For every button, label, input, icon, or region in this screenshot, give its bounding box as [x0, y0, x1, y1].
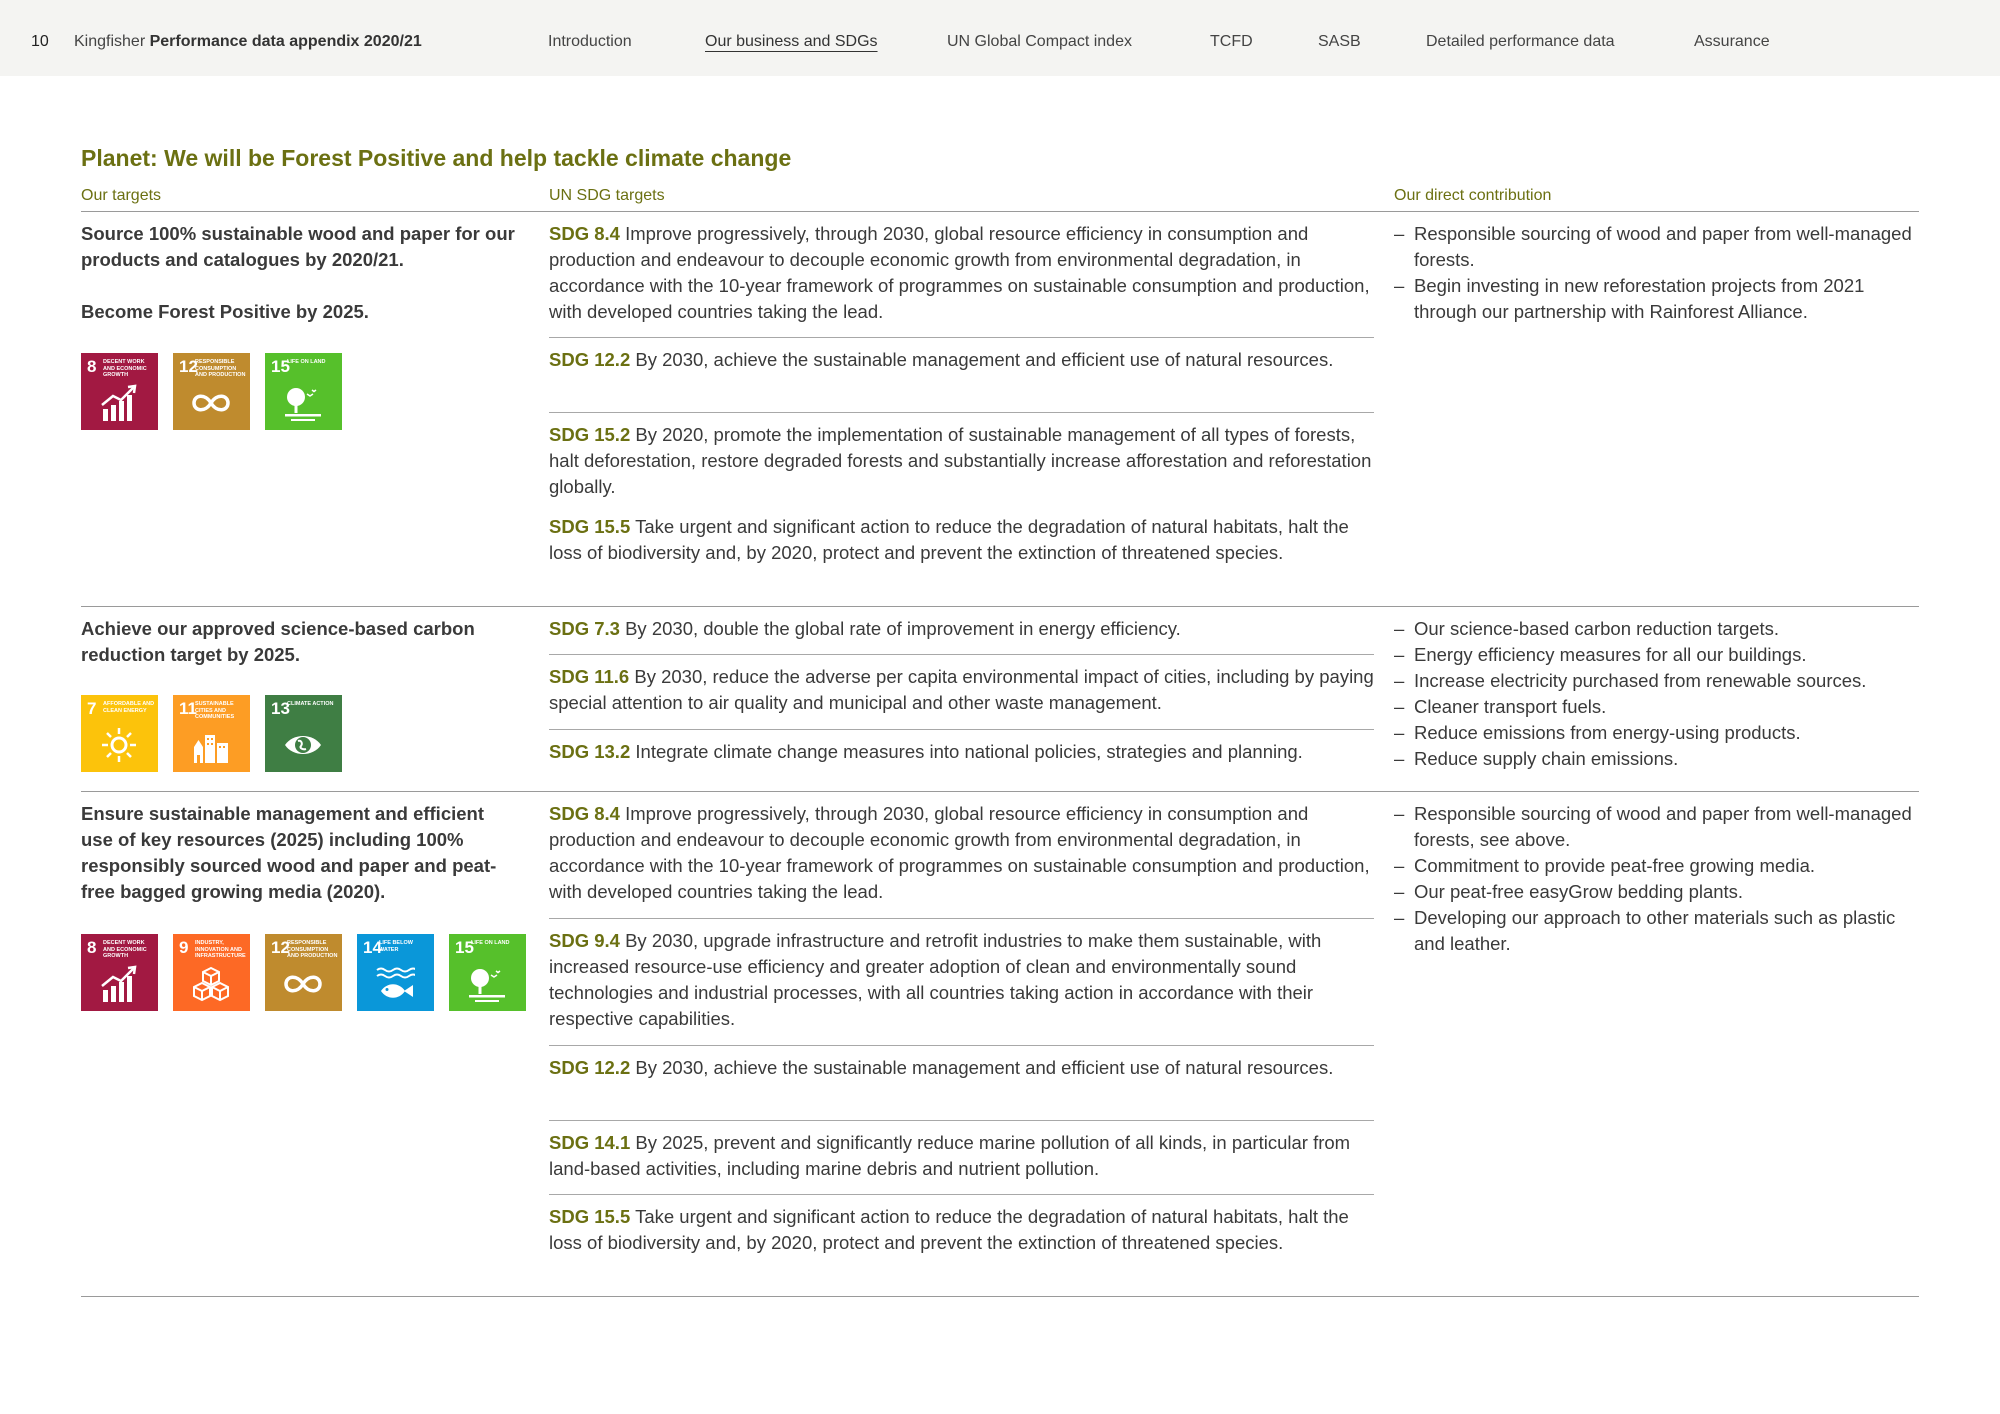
sdg-description: Take urgent and significant action to reduce the degradation of natural habitats, halt the loss of biodiversity and, by 2020, protect and prevent the extinction of threatened species.	[549, 1206, 1349, 1253]
sdg-code: SDG 7.3	[549, 618, 620, 639]
sdg-code: SDG 8.4	[549, 223, 620, 244]
sdg-divider	[549, 729, 1374, 730]
sdg-11-city-icon: 11 SUSTAINABLE CITIES AND COMMUNITIES	[173, 695, 250, 772]
sdg-divider	[549, 412, 1374, 413]
sdg-8-growth-chart-icon: 8 DECENT WORK AND ECONOMIC GROWTH	[81, 934, 158, 1011]
sdg-code: SDG 11.6	[549, 666, 630, 687]
sdg-code: SDG 12.2	[549, 349, 631, 370]
header-divider	[81, 211, 1919, 212]
document-name: Performance data appendix 2020/21	[149, 33, 422, 50]
sdg-15-tree-icon: 15 LIFE ON LAND	[449, 934, 526, 1011]
nav-detailed-performance-data[interactable]: Detailed performance data	[1426, 33, 1615, 50]
brand-name: Kingfisher	[74, 33, 146, 50]
contribution-item: – Commitment to provide peat-free growing media.	[1394, 853, 1924, 879]
sdg-code: SDG 15.5	[549, 516, 631, 537]
contribution-item: – Increase electricity purchased from renewable sources.	[1394, 668, 1924, 694]
page-number: 10	[31, 33, 49, 50]
sdg-description: By 2030, achieve the sustainable management and efficient use of natural resources.	[635, 349, 1334, 370]
sdg-code: SDG 12.2	[549, 1057, 631, 1078]
contribution-item: – Energy efficiency measures for all our buildings.	[1394, 642, 1924, 668]
sdg-icon-row	[81, 353, 342, 430]
nav-assurance[interactable]: Assurance	[1694, 33, 1770, 50]
target-text: Source 100% sustainable wood and paper for our products and catalogues by 2020/21.	[81, 223, 515, 270]
sdg-code: SDG 14.1	[549, 1132, 631, 1153]
sdg-divider	[549, 337, 1374, 338]
sdg-divider	[549, 1194, 1374, 1195]
sdg-12-infinity-icon: 12 RESPONSIBLE CONSUMPTION AND PRODUCTION	[265, 934, 342, 1011]
sdg-description: Improve progressively, through 2030, global resource efficiency in consumption and production and endeavour to decouple economic growth from environmental degradation, in accordance with the 10-year framework of programmes on sustainable consumption and production, with developed countries taking the lead.	[549, 223, 1370, 322]
contribution-item: – Cleaner transport fuels.	[1394, 694, 1924, 720]
sdg-target-item	[549, 928, 1375, 1032]
sdg-description: By 2030, upgrade infrastructure and retrofit industries to make them sustainable, with increased resource-use efficiency and greater adoption of clean and environmentally sound technologies and industrial processes, with all countries taking action in accordance with their respective capabilities.	[549, 930, 1322, 1029]
sdg-code: SDG 15.5	[549, 1206, 631, 1227]
sdg-target-item	[549, 616, 1375, 642]
contribution-item: – Begin investing in new reforestation projects from 2021 through our partnership with Rainforest Alliance.	[1394, 273, 1924, 325]
sdg-8-growth-chart-icon: 8 DECENT WORK AND ECONOMIC GROWTH	[81, 353, 158, 430]
target-text: Ensure sustainable management and efficient use of key resources (2025) including 100% responsibly sourced wood and paper and peat-free bagged growing media (2020).	[81, 803, 497, 902]
sdg-icon-row	[81, 695, 342, 772]
section-title: Planet: We will be Forest Positive and help tackle climate change	[81, 145, 792, 171]
sdg-target-item	[549, 801, 1375, 905]
sdg-13-eye-globe-icon: 13 CLIMATE ACTION	[265, 695, 342, 772]
contribution-item: – Our science-based carbon reduction targets.	[1394, 616, 1924, 642]
sdg-target-item	[549, 1130, 1375, 1182]
sdg-7-sun-icon: 7 AFFORDABLE AND CLEAN ENERGY	[81, 695, 158, 772]
contribution-item: – Our peat-free easyGrow bedding plants.	[1394, 879, 1924, 905]
sdg-target-item	[549, 1055, 1375, 1081]
row-divider	[81, 791, 1919, 792]
contribution-item: – Developing our approach to other materials such as plastic and leather.	[1394, 905, 1924, 957]
sdg-14-fish-icon: 14 LIFE BELOW WATER	[357, 934, 434, 1011]
document-title	[74, 33, 422, 51]
sdg-description: By 2030, double the global rate of improvement in energy efficiency.	[625, 618, 1181, 639]
sdg-code: SDG 15.2	[549, 424, 631, 445]
sdg-description: By 2030, achieve the sustainable management and efficient use of natural resources.	[635, 1057, 1334, 1078]
nav-un-global-compact-index[interactable]: UN Global Compact index	[947, 33, 1132, 50]
sdg-target-item	[549, 739, 1375, 765]
sdg-target-item	[549, 1204, 1375, 1256]
nav-our-business-and-sdgs[interactable]: Our business and SDGs	[705, 33, 878, 50]
nav-sasb[interactable]: SASB	[1318, 33, 1361, 50]
nav-tcfd[interactable]: TCFD	[1210, 33, 1253, 50]
sdg-target-item	[549, 347, 1375, 373]
target-text: Become Forest Positive by 2025.	[81, 301, 369, 322]
sdg-description: Take urgent and significant action to reduce the degradation of natural habitats, halt the loss of biodiversity and, by 2020, protect and prevent the extinction of threatened species.	[549, 516, 1349, 563]
sdg-target-item	[549, 514, 1375, 566]
sdg-divider	[549, 1120, 1374, 1121]
sdg-code: SDG 8.4	[549, 803, 620, 824]
sdg-description: By 2030, reduce the adverse per capita environmental impact of cities, including by paying special attention to air quality and municipal and other waste management.	[549, 666, 1374, 713]
sdg-target-item	[549, 664, 1375, 716]
row-divider	[81, 606, 1919, 607]
contribution-list	[1394, 221, 1924, 325]
column-header-our-targets: Our targets	[81, 187, 162, 204]
contribution-item: – Responsible sourcing of wood and paper from well-managed forests.	[1394, 221, 1924, 273]
contribution-item: – Reduce emissions from energy-using products.	[1394, 720, 1924, 746]
sdg-target-item	[549, 422, 1375, 500]
target-text: Achieve our approved science-based carbon reduction target by 2025.	[81, 618, 475, 665]
sdg-icon-row	[81, 934, 526, 1011]
contribution-list	[1394, 801, 1924, 957]
contribution-item: – Reduce supply chain emissions.	[1394, 746, 1924, 772]
sdg-description: Improve progressively, through 2030, global resource efficiency in consumption and production and endeavour to decouple economic growth from environmental degradation, in accordance with the 10-year framework of programmes on sustainable consumption and production, with developed countries taking the lead.	[549, 803, 1370, 902]
sdg-description: By 2025, prevent and significantly reduce marine pollution of all kinds, in particular from land-based activities, including marine debris and nutrient pollution.	[549, 1132, 1351, 1179]
sdg-description: Integrate climate change measures into national policies, strategies and planning.	[635, 741, 1303, 762]
sdg-divider	[549, 1045, 1374, 1046]
column-header-direct-contribution: Our direct contribution	[1394, 187, 1552, 204]
column-header-un-sdg-targets: UN SDG targets	[549, 187, 665, 204]
sdg-code: SDG 13.2	[549, 741, 631, 762]
contribution-item: – Responsible sourcing of wood and paper from well-managed forests, see above.	[1394, 801, 1924, 853]
sdg-code: SDG 9.4	[549, 930, 620, 951]
sdg-9-cubes-icon: 9 INDUSTRY, INNOVATION AND INFRASTRUCTURE	[173, 934, 250, 1011]
sdg-target-item	[549, 221, 1375, 325]
sdg-divider	[549, 918, 1374, 919]
table-bottom-divider	[81, 1296, 1919, 1297]
sdg-description: By 2020, promote the implementation of sustainable management of all types of forests, halt deforestation, restore degraded forests and substantially increase afforestation and reforestation globally.	[549, 424, 1372, 497]
contribution-list	[1394, 616, 1924, 772]
sdg-15-tree-icon: 15 LIFE ON LAND	[265, 353, 342, 430]
sdg-divider	[549, 654, 1374, 655]
sdg-12-infinity-icon: 12 RESPONSIBLE CONSUMPTION AND PRODUCTION	[173, 353, 250, 430]
top-nav-bar	[0, 0, 2000, 76]
nav-introduction[interactable]: Introduction	[548, 33, 632, 50]
